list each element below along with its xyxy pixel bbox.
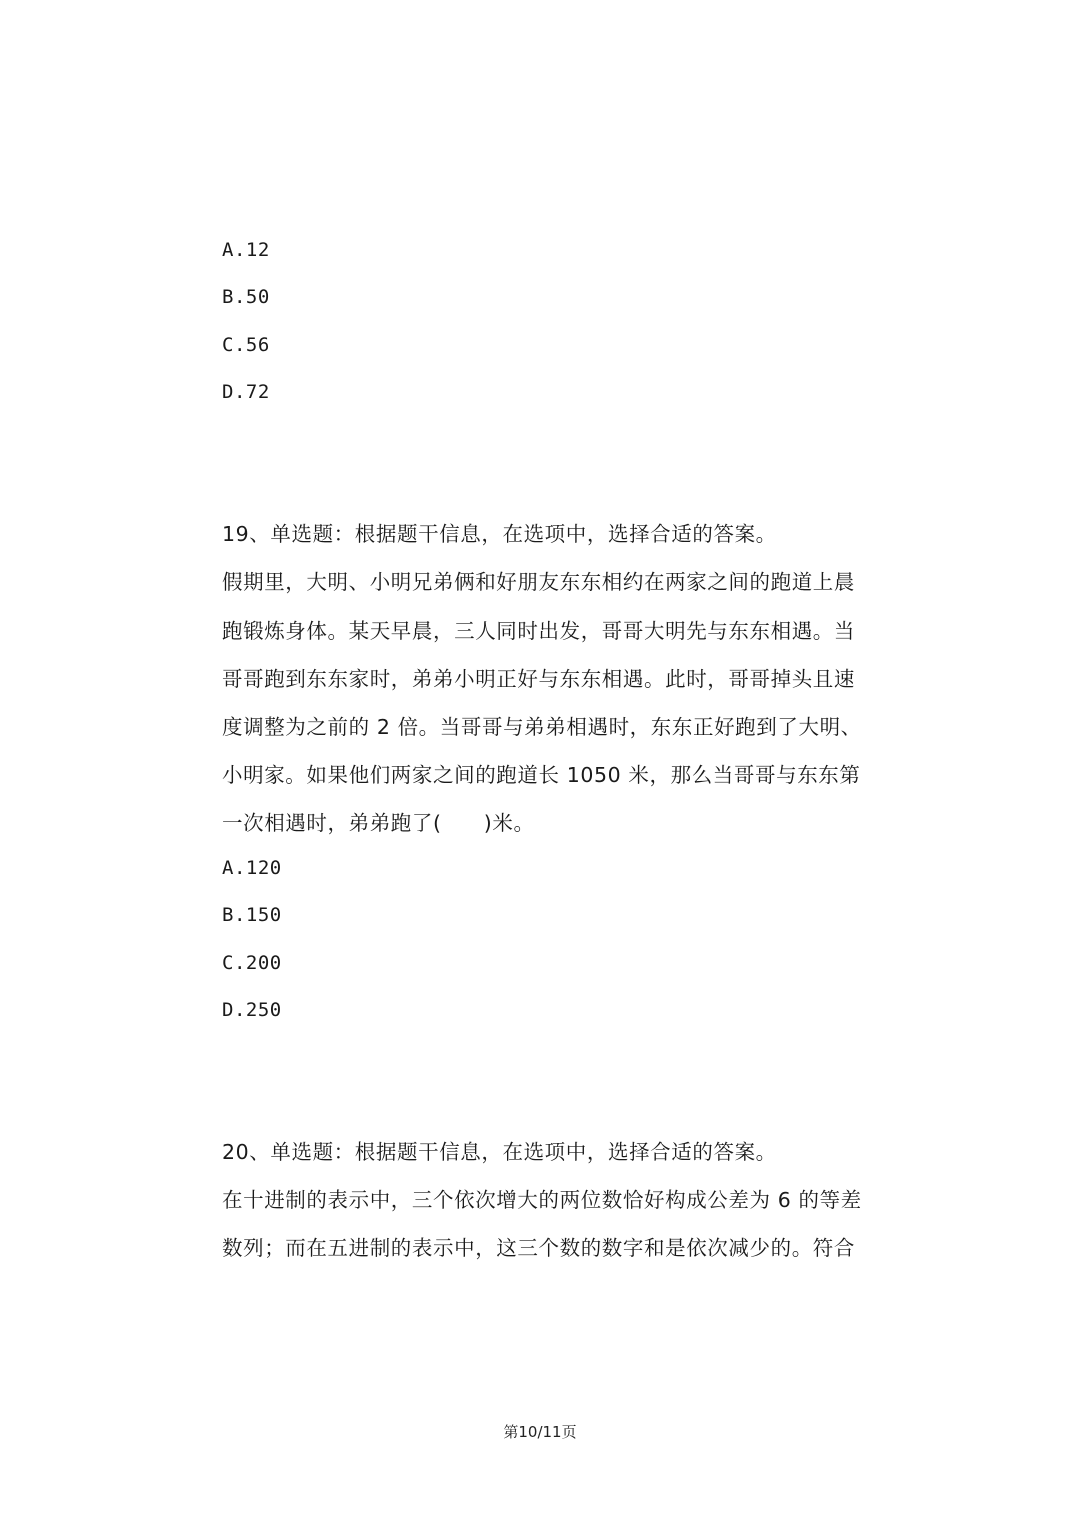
- q19-option-b: B.150: [222, 904, 282, 926]
- q20-line-1: 在十进制的表示中，三个依次增大的两位数恰好构成公差为 6 的等差: [222, 1188, 862, 1212]
- prev-option-c: C.56: [222, 334, 270, 356]
- q19-line-2: 跑锻炼身体。某天早晨，三人同时出发，哥哥大明先与东东相遇。当: [222, 619, 855, 643]
- q19-line-1: 假期里，大明、小明兄弟俩和好朋友东东相约在两家之间的跑道上晨: [222, 570, 855, 594]
- q20-title: 20、单选题：根据题干信息，在选项中，选择合适的答案。: [222, 1140, 777, 1164]
- page-number: 第10/11页: [503, 1423, 577, 1441]
- q19-line-5: 小明家。如果他们两家之间的跑道长 1050 米，那么当哥哥与东东第: [222, 763, 861, 787]
- q19-option-c: C.200: [222, 952, 282, 974]
- prev-option-d: D.72: [222, 381, 270, 403]
- q19-option-a: A.120: [222, 857, 282, 879]
- q19-line-6: 一次相遇时，弟弟跑了( )米。: [222, 811, 535, 835]
- prev-option-b: B.50: [222, 286, 270, 308]
- q19-line-3: 哥哥跑到东东家时，弟弟小明正好与东东相遇。此时，哥哥掉头且速: [222, 667, 855, 691]
- prev-option-a: A.12: [222, 239, 270, 261]
- q19-line-4: 度调整为之前的 2 倍。当哥哥与弟弟相遇时，东东正好跑到了大明、: [222, 715, 862, 739]
- q19-option-d: D.250: [222, 999, 282, 1021]
- q20-line-2: 数列；而在五进制的表示中，这三个数的数字和是依次减少的。符合: [222, 1236, 855, 1260]
- q19-title: 19、单选题：根据题干信息，在选项中，选择合适的答案。: [222, 522, 777, 546]
